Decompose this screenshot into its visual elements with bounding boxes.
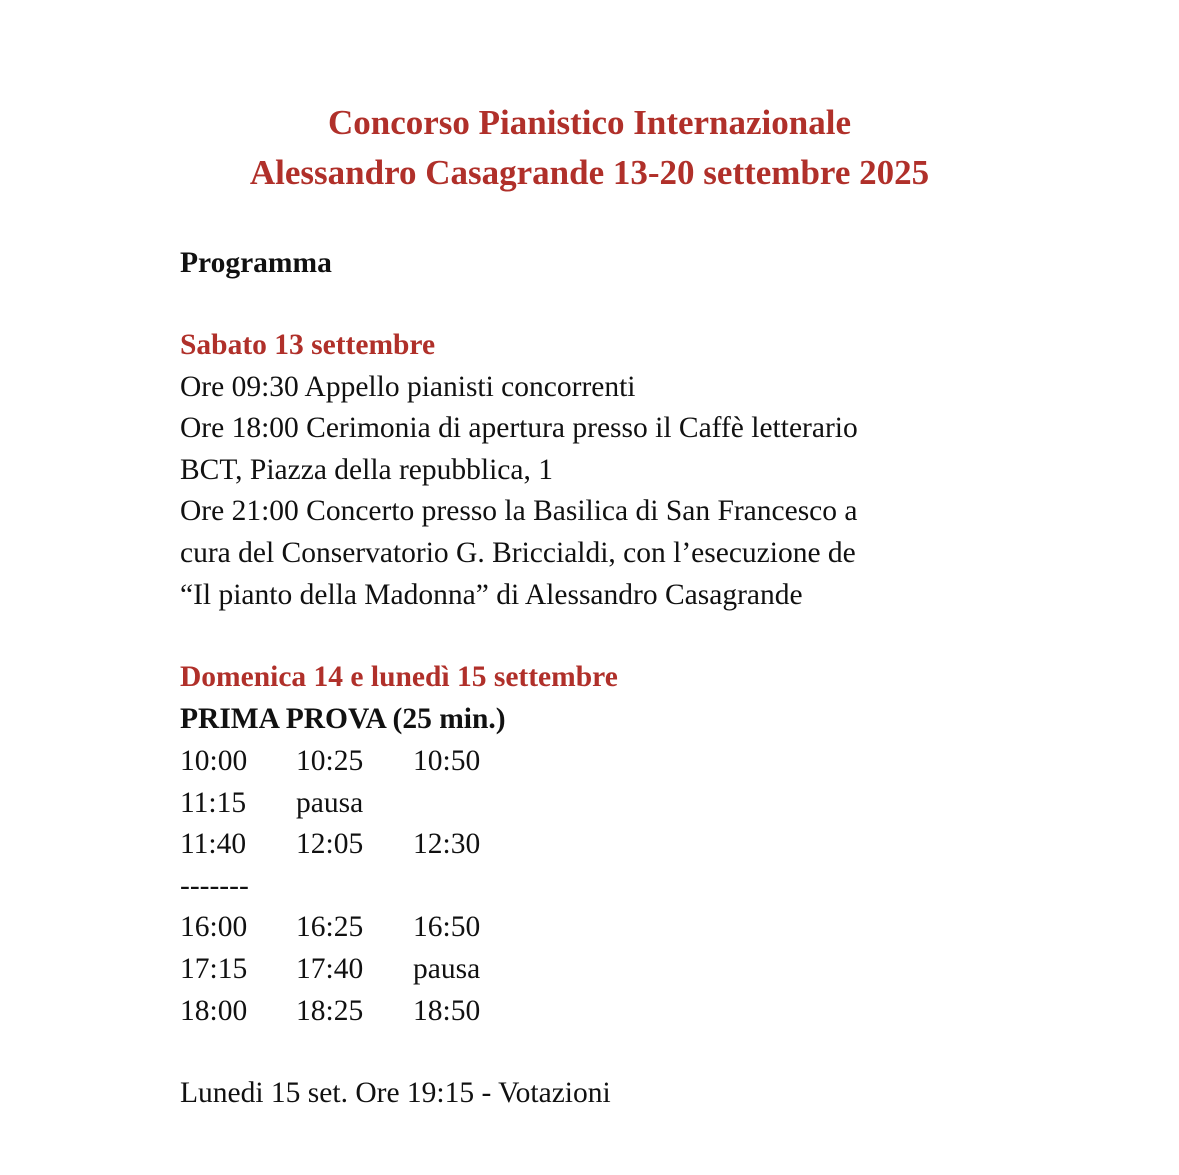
programma-heading xyxy=(180,243,1140,285)
competition-title: Concorso Pianistico Internazionale xyxy=(327,103,852,142)
day2-section xyxy=(180,657,1140,740)
schedule-cell: 16:25 xyxy=(296,911,364,944)
competition-subtitle: Alessandro Casagrande 13-20 settembre 2025 xyxy=(249,153,930,192)
day1-line: “Il pianto della Madonna” di Alessandro Casagrande xyxy=(180,578,803,611)
votazioni-line: Lunedi 15 set. Ore 19:15 - Votazioni xyxy=(180,1077,611,1109)
schedule-cell: 18:25 xyxy=(296,994,364,1027)
schedule-cell: 16:50 xyxy=(413,911,481,944)
programma-label: Programma xyxy=(180,247,332,279)
schedule-cell: 17:15 xyxy=(180,952,248,985)
schedule-cell: 16:00 xyxy=(180,911,248,944)
day1-line: Ore 09:30 Appello pianisti concorrenti xyxy=(180,370,636,403)
schedule-cell: 10:00 xyxy=(180,745,248,777)
schedule-cell: 12:30 xyxy=(413,828,481,861)
day2-heading: Domenica 14 e lunedì 15 settembre xyxy=(180,661,618,693)
day1-section xyxy=(180,325,1140,616)
day1-line: BCT, Piazza della repubblica, 1 xyxy=(180,453,553,486)
schedule-cell: pausa xyxy=(296,786,364,819)
footer-section xyxy=(180,1073,1140,1115)
schedule-cell: 10:25 xyxy=(296,745,364,777)
day1-line: Ore 21:00 Concerto presso la Basilica di San Francesco a xyxy=(180,495,858,528)
schedule-cell: 11:15 xyxy=(180,786,247,819)
schedule-cell: pausa xyxy=(413,952,481,985)
schedule-cell: 18:00 xyxy=(180,994,248,1027)
day1-line: cura del Conservatorio G. Briccialdi, con l’esecuzione de xyxy=(180,536,856,569)
prima-prova-heading: PRIMA PROVA (25 min.) xyxy=(180,702,506,735)
schedule-cell: 12:05 xyxy=(296,828,364,861)
day1-heading: Sabato 13 settembre xyxy=(180,329,436,361)
schedule-cell: 17:40 xyxy=(296,952,364,985)
schedule-separator: ------- xyxy=(180,869,249,902)
schedule-cell: 11:40 xyxy=(180,828,247,861)
schedule-cell: 10:50 xyxy=(413,745,481,777)
schedule-cell: 18:50 xyxy=(413,994,481,1027)
day1-line: Ore 18:00 Cerimonia di apertura presso il Caffè letterario xyxy=(180,412,858,445)
